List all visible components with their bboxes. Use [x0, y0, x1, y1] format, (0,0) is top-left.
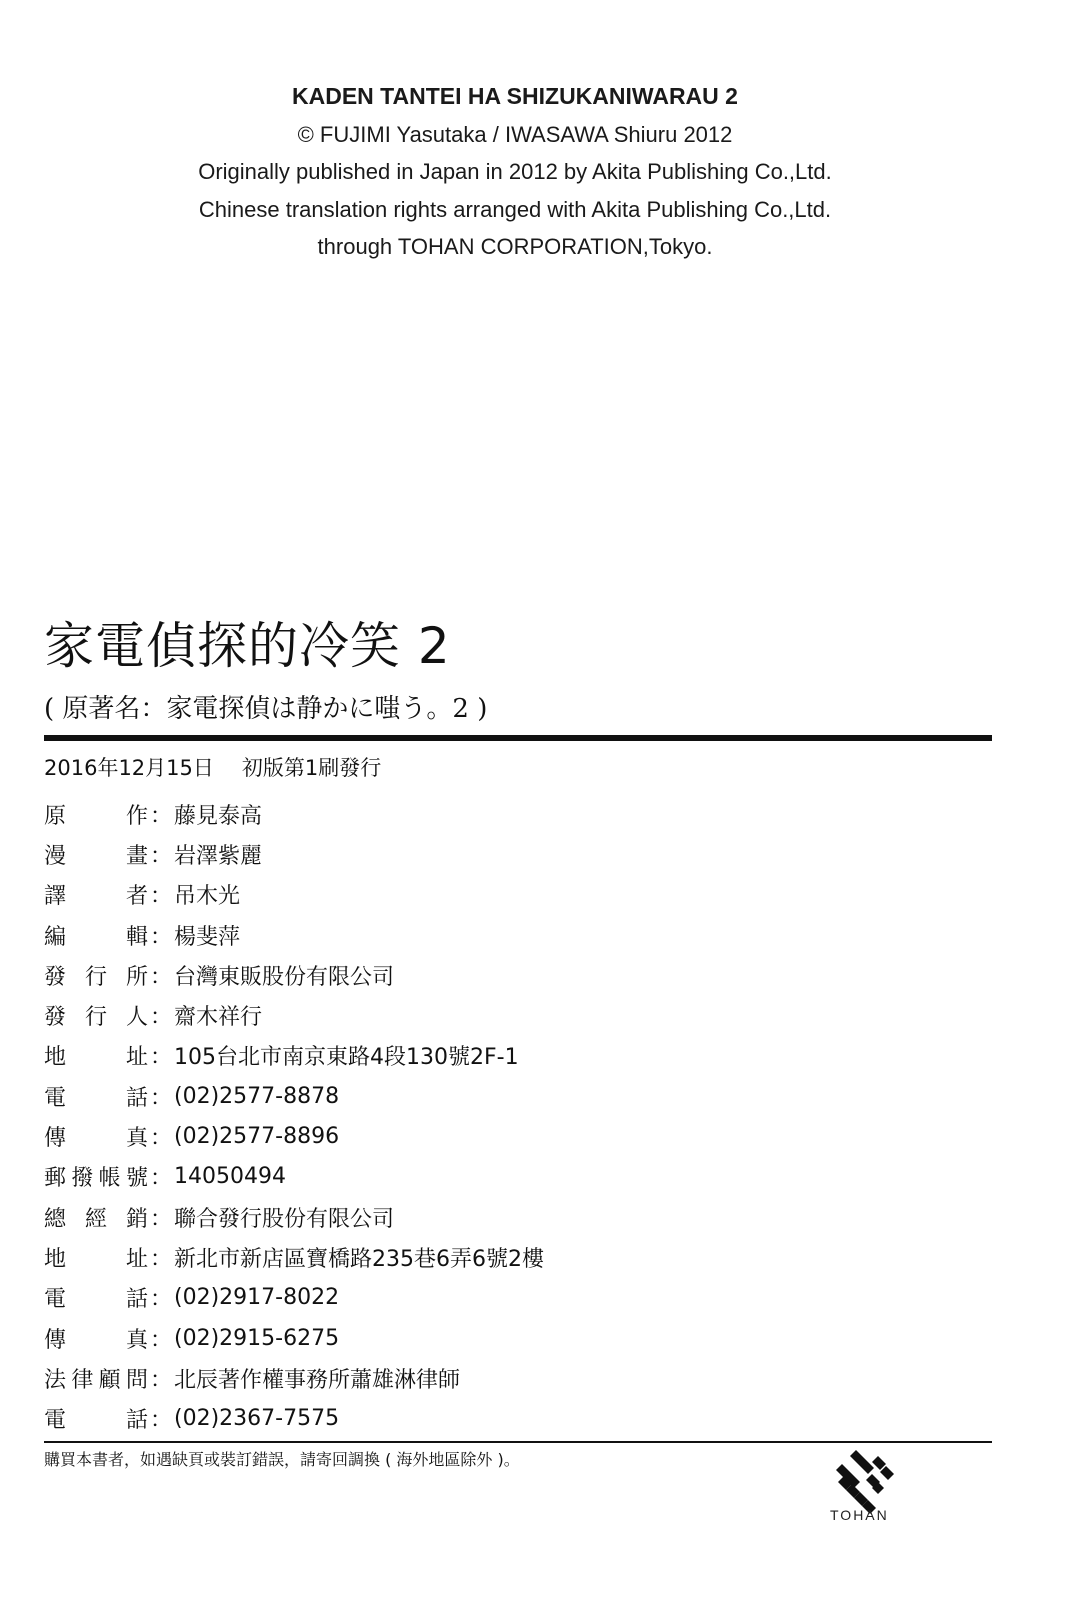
credit-label-char: 作: [125, 803, 148, 829]
credit-label-char: 撥: [71, 1166, 94, 1192]
agency-line: through TOHAN CORPORATION,Tokyo.: [317, 234, 713, 259]
credit-label: [44, 1121, 148, 1152]
credit-label-char: 話: [125, 1085, 148, 1111]
credit-label: [44, 920, 148, 951]
credit-label-char: 律: [71, 1367, 94, 1393]
credit-row: [44, 1157, 744, 1197]
credit-row: [44, 1116, 744, 1156]
credit-label-char: 銷: [125, 1206, 148, 1232]
credit-colon: ：: [149, 1085, 172, 1111]
credit-value: 岩澤紫麗: [174, 843, 263, 869]
credit-label-char: 畫: [125, 843, 148, 869]
credit-label: [44, 1242, 148, 1273]
return-notice: 購買本書者，如遇缺頁或裝訂錯誤，請寄回調換 ( 海外地區除外 )。: [44, 1450, 520, 1469]
credit-label-char: 地: [44, 1246, 67, 1272]
credit-value: 楊斐萍: [174, 924, 241, 950]
credit-label-char: 號: [125, 1166, 148, 1192]
credit-label-char: 郵: [44, 1166, 67, 1192]
credit-value: 105台北市南京東路4段130號2F-1: [174, 1045, 519, 1071]
credit-label-char: 地: [44, 1045, 67, 1071]
credit-colon: ：: [149, 964, 172, 990]
credit-label-char: 者: [125, 884, 148, 910]
credit-colon: ：: [149, 1166, 172, 1192]
credit-label-char: 經: [84, 1206, 107, 1232]
credit-value: 吊木光: [174, 884, 241, 910]
credit-label: [44, 1161, 148, 1192]
credit-value: 聯合發行股份有限公司: [174, 1206, 395, 1232]
credit-label-char: 所: [125, 964, 148, 990]
credit-label: [44, 879, 148, 910]
credit-label-char: 原: [44, 803, 67, 829]
translation-rights-line: Chinese translation rights arranged with Akita Publishing Co.,Ltd.: [198, 196, 832, 222]
credit-label-char: 真: [125, 1126, 148, 1152]
credit-colon: ：: [149, 884, 172, 910]
credit-label-char: 傳: [44, 1327, 67, 1353]
credit-row: [44, 995, 744, 1035]
credit-label-char: 行: [84, 1005, 107, 1031]
credit-label-char: 發: [44, 1005, 67, 1031]
credit-value: (02)2577-8896: [174, 1124, 340, 1150]
credit-label-char: 電: [44, 1085, 67, 1111]
publication-date: 2016年12月15日: [44, 756, 214, 780]
credit-colon: ：: [149, 1367, 172, 1393]
credit-label: [44, 1323, 148, 1354]
credit-label-char: 漫: [44, 843, 67, 869]
credit-value: 14050494: [174, 1164, 286, 1190]
credits-list: [44, 794, 744, 1439]
credit-value: 北辰著作權事務所蕭雄淋律師: [174, 1367, 461, 1393]
credit-label-char: 址: [125, 1045, 148, 1071]
credit-label-char: 輯: [125, 924, 148, 950]
footer-divider: [44, 1441, 992, 1443]
credit-colon: ：: [149, 1246, 172, 1272]
credit-label-char: 行: [84, 964, 107, 990]
credit-row: [44, 955, 744, 995]
credit-row: [44, 875, 744, 915]
credit-label-char: 話: [125, 1408, 148, 1434]
original-title: ( 原著名：家電探偵は静かに嗤う。2 ): [44, 694, 488, 724]
credit-value: (02)2367-7575: [174, 1406, 340, 1432]
credit-label-char: 問: [125, 1367, 148, 1393]
credit-label-char: 電: [44, 1287, 67, 1313]
credit-label-char: 發: [44, 964, 67, 990]
credit-value: (02)2915-6275: [174, 1325, 340, 1351]
credit-label-char: 人: [125, 1005, 148, 1031]
credit-row: [44, 834, 744, 874]
credit-label-char: 傳: [44, 1126, 67, 1152]
credit-label: [44, 1202, 148, 1233]
credit-value: 齋木祥行: [174, 1005, 263, 1031]
credit-colon: ：: [149, 1206, 172, 1232]
credit-colon: ：: [149, 1327, 172, 1353]
credit-row: [44, 1076, 744, 1116]
credit-row: [44, 1036, 744, 1076]
credit-label: [44, 839, 148, 870]
credit-row: [44, 915, 744, 955]
credit-label: [44, 799, 148, 830]
credit-colon: ：: [149, 803, 172, 829]
credit-row: [44, 1197, 744, 1237]
rights-block: [0, 78, 1030, 266]
english-title: KADEN TANTEI HA SHIZUKANIWARAU 2: [292, 83, 738, 109]
publication-date-line: [44, 754, 381, 782]
credit-label-char: 總: [44, 1206, 67, 1232]
credit-label-char: 址: [125, 1246, 148, 1272]
title-divider: [44, 735, 992, 741]
credit-label-char: 編: [44, 924, 67, 950]
credit-label-char: 顧: [98, 1367, 121, 1393]
copyright-line: © FUJIMI Yasutaka / IWASAWA Shiuru 2012: [297, 121, 733, 147]
credit-label-char: 帳: [98, 1166, 121, 1192]
credit-row: [44, 1237, 744, 1277]
credit-label-char: 譯: [44, 884, 67, 910]
tohan-logo-text: TOHAN: [830, 1507, 889, 1523]
credit-value: (02)2577-8878: [174, 1083, 340, 1109]
credit-row: [44, 1318, 744, 1358]
credit-label: [44, 1403, 148, 1434]
credit-label: [44, 1040, 148, 1071]
credit-row: [44, 794, 744, 834]
credit-row: [44, 1278, 744, 1318]
credit-label-char: 話: [125, 1287, 148, 1313]
credit-colon: ：: [149, 843, 172, 869]
credit-value: 藤見泰高: [174, 803, 263, 829]
credit-colon: ：: [149, 1045, 172, 1071]
credit-colon: ：: [149, 1126, 172, 1152]
credit-colon: ：: [149, 924, 172, 950]
credit-colon: ：: [149, 1408, 172, 1434]
original-publication-line: Originally published in Japan in 2012 by Akita Publishing Co.,Ltd.: [198, 159, 832, 184]
book-title: 家電偵探的冷笑 2: [44, 617, 451, 675]
credit-value: 新北市新店區寶橋路235巷6弄6號2樓: [174, 1246, 544, 1272]
credit-row: [44, 1358, 744, 1398]
credit-row: [44, 1398, 744, 1438]
credit-colon: ：: [149, 1287, 172, 1313]
credit-label-char: 真: [125, 1327, 148, 1353]
credit-label: [44, 1282, 148, 1313]
edition-label: 初版第1刷發行: [241, 756, 382, 780]
credit-value: (02)2917-8022: [174, 1285, 340, 1311]
credit-value: 台灣東販股份有限公司: [174, 964, 395, 990]
credit-label: [44, 1363, 148, 1394]
credit-label-char: 法: [44, 1367, 67, 1393]
credit-label: [44, 1081, 148, 1112]
credit-label: [44, 960, 148, 991]
credit-label: [44, 1000, 148, 1031]
credit-label-char: 電: [44, 1408, 67, 1434]
credit-colon: ：: [149, 1005, 172, 1031]
